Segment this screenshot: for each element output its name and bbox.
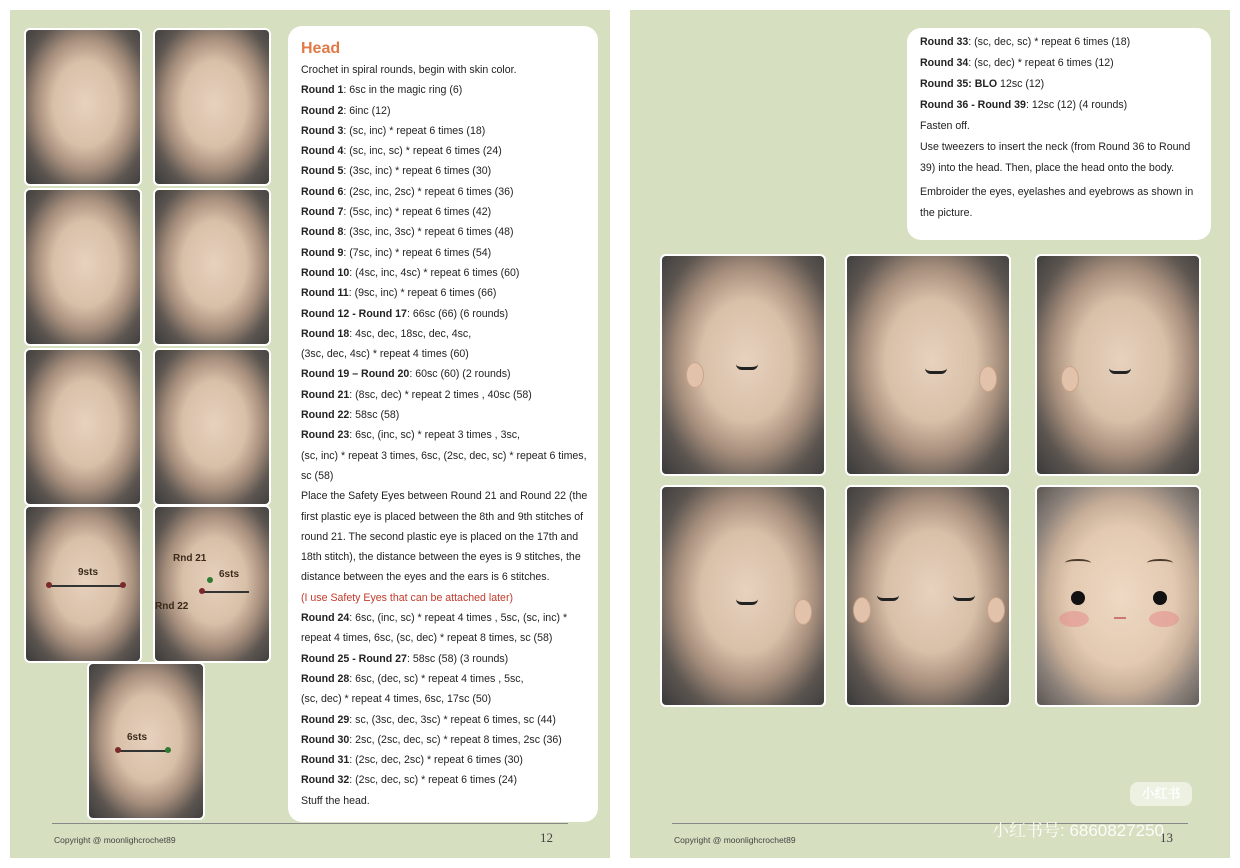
round-line (301, 121, 598, 141)
round-instruction: repeat 4 times, 6sc, (sc, dec) * repeat 8 times, sc (58) (301, 632, 553, 645)
round-instruction: sc (58) (301, 469, 334, 482)
round-label: Round 22 (301, 409, 350, 422)
rounds-list (301, 608, 598, 791)
round-line (301, 730, 598, 750)
eye-mark-dot (115, 747, 121, 753)
round-line (301, 425, 598, 445)
cheek-blush (1059, 611, 1089, 627)
round-label: Round 9 (301, 246, 344, 259)
round-instruction: (sc, dec) * repeat 4 times, 6sc, 17sc (50) (301, 693, 492, 706)
photo-step-2 (153, 28, 271, 186)
round-line (301, 182, 598, 202)
ear (987, 597, 1005, 623)
photo-face-5 (845, 485, 1011, 707)
round-label: Round 29 (301, 713, 350, 726)
round-instruction: : (2sc, dec, 2sc) * repeat 6 times (30) (349, 754, 523, 767)
stuff-text: Stuff the head. (301, 794, 370, 807)
photo-mark-6sts: 6sts (127, 732, 148, 743)
neck-note-line: 39) into the head. Then, place the head onto the body. (920, 162, 1175, 174)
round-instruction: : 6inc (12) (343, 104, 391, 117)
round-instruction: : (9sc, inc) * repeat 6 times (66) (348, 287, 497, 300)
round-line (920, 53, 1211, 74)
round-line (301, 222, 598, 242)
round-instruction: : 2sc, (2sc, dec, sc) * repeat 8 times, 2sc (36) (349, 733, 562, 746)
round-instruction: : (8sc, dec) * repeat 2 times , 40sc (58) (349, 388, 532, 401)
photo-step-4 (153, 188, 271, 346)
round-line (301, 141, 598, 161)
round-label: Round 28 (301, 672, 350, 685)
round-instruction: : 4sc, dec, 18sc, dec, 4sc, (349, 327, 472, 340)
round-line (301, 161, 598, 181)
round-label: Round 23 (301, 429, 350, 442)
round-line (301, 628, 598, 648)
round-line (301, 364, 598, 384)
round-instruction: : 66sc (66) (6 rounds) (406, 307, 509, 320)
eyes-note-line: 18th stitch), the distance between the eyes is 9 stitches, the (301, 551, 581, 564)
round-instruction: : (3sc, inc) * repeat 6 times (30) (343, 165, 492, 178)
photo-mark-9sts: 9sts (78, 567, 99, 578)
round-label: Round 5 (301, 165, 344, 178)
photo-step-1 (24, 28, 142, 186)
round-label: Round 12 - Round 17 (301, 307, 407, 320)
closed-eye (953, 595, 975, 601)
round-line (301, 283, 598, 303)
round-line (301, 324, 598, 344)
round-instruction: : (sc, dec) * repeat 6 times (12) (968, 57, 1114, 69)
round-instruction: : (sc, inc, sc) * repeat 6 times (24) (343, 145, 502, 158)
round-line (301, 446, 598, 466)
embroider-note (920, 182, 1211, 224)
eyes-note-line: first plastic eye is placed between the 8th and 9th stitches of (301, 510, 584, 523)
photo-mark-rnd22: Rnd 22 (155, 601, 189, 612)
copyright-text: Copyright @ moonlighcrochet89 (54, 835, 176, 845)
watermark-text: 小红书号: 6860827250 (992, 821, 1164, 840)
pattern-text-card (288, 26, 598, 822)
round-label: Round 36 - Round 39 (920, 99, 1026, 111)
round-label: Round 6 (301, 185, 344, 198)
ear (1061, 366, 1079, 392)
photo-face-1 (660, 254, 826, 476)
round-line (301, 385, 598, 405)
round-instruction: : 6sc, (inc, sc) * repeat 3 times , 3sc, (349, 429, 520, 442)
intro-text: Crochet in spiral rounds, begin with skin color. (301, 64, 517, 76)
fasten-text: Fasten off. (920, 120, 970, 132)
round-label: Round 32 (301, 774, 350, 787)
round-instruction: : 6sc in the magic ring (6) (343, 84, 463, 97)
round-label: Round 19 – Round 20 (301, 368, 410, 381)
round-instruction: 12sc (12) (997, 78, 1045, 90)
photo-face-3 (1035, 254, 1201, 476)
round-line (920, 32, 1211, 53)
round-label: Round 24 (301, 612, 350, 625)
closed-eye (1109, 368, 1131, 374)
round-instruction: : (3sc, inc, 3sc) * repeat 6 times (48) (343, 226, 514, 239)
round-line (301, 608, 598, 628)
round-instruction: (sc, inc) * repeat 3 times, 6sc, (2sc, dec, sc) * repeat 6 times, (301, 449, 587, 462)
round-label: Round 25 - Round 27 (301, 652, 407, 665)
footer-rule (52, 823, 568, 824)
ear (686, 362, 704, 388)
round-instruction: : (sc, dec, sc) * repeat 6 times (18) (968, 36, 1131, 48)
measure-line (203, 591, 249, 593)
photo-step-7 (24, 505, 142, 663)
closed-eye (925, 368, 947, 374)
ear (794, 599, 812, 625)
watermark-badge: 小红书 (1130, 782, 1192, 806)
round-instruction: : sc, (3sc, dec, 3sc) * repeat 6 times, sc (44) (349, 713, 556, 726)
closed-eye (736, 599, 758, 605)
round-label: Round 33 (920, 36, 969, 48)
ear-mark-dot (207, 577, 213, 583)
open-eye (1071, 591, 1085, 605)
photo-face-6 (1035, 485, 1201, 707)
eye-mark-dot (46, 582, 52, 588)
round-instruction: : 12sc (12) (4 rounds) (1025, 99, 1128, 111)
photo-step-9 (87, 662, 205, 820)
rounds-list (301, 80, 598, 486)
round-instruction: : 58sc (58) (349, 409, 400, 422)
round-label: Round 4 (301, 145, 344, 158)
page-number: 12 (540, 830, 553, 845)
round-line (301, 770, 598, 790)
round-label: Round 30 (301, 733, 350, 746)
round-label: Round 11 (301, 287, 349, 300)
round-instruction: : 60sc (60) (2 rounds) (409, 368, 511, 381)
right-page (630, 10, 1230, 858)
measure-line (119, 750, 169, 752)
measure-line (50, 585, 122, 587)
left-page (10, 10, 610, 858)
eyes-note-line: round 21. The second plastic eye is placed on the 17th and (301, 530, 579, 543)
round-label: Round 21 (301, 388, 350, 401)
round-instruction: : (4sc, inc, 4sc) * repeat 6 times (60) (349, 266, 520, 279)
round-line (301, 689, 598, 709)
round-label: Round 3 (301, 124, 344, 137)
embroider-note-line: Embroider the eyes, eyelashes and eyebrows as shown in (920, 186, 1194, 198)
mouth (1114, 617, 1126, 619)
round-line (301, 649, 598, 669)
round-instruction: (3sc, dec, 4sc) * repeat 4 times (60) (301, 348, 469, 361)
round-line (301, 80, 598, 100)
round-line (301, 466, 598, 486)
round-line (301, 243, 598, 263)
round-label: Round 31 (301, 754, 350, 767)
round-line (920, 95, 1211, 116)
round-instruction: : (2sc, dec, sc) * repeat 6 times (24) (349, 774, 518, 787)
round-line (301, 669, 598, 689)
embroider-note-line: the picture. (920, 207, 973, 219)
eyebrow (1065, 559, 1091, 567)
ear (979, 366, 997, 392)
round-instruction: : (2sc, inc, 2sc) * repeat 6 times (36) (343, 185, 514, 198)
eyes-note (301, 486, 598, 587)
photo-step-8 (153, 505, 271, 663)
eyebrow (1147, 559, 1173, 567)
round-line (301, 202, 598, 222)
safety-eyes-note: (I use Safety Eyes that can be attached later) (301, 591, 513, 604)
round-line (301, 101, 598, 121)
closed-eye (736, 364, 758, 370)
closed-eye (877, 595, 899, 601)
copyright-text: Copyright @ moonlighcrochet89 (674, 835, 796, 845)
round-line (301, 304, 598, 324)
ear-mark-dot (165, 747, 171, 753)
rounds-list (920, 32, 1211, 116)
section-title: Head (301, 40, 341, 57)
ear (853, 597, 871, 623)
photo-mark-rnd21: Rnd 21 (173, 553, 207, 564)
eye-mark-dot (199, 588, 205, 594)
round-line (920, 74, 1211, 95)
photo-mark-6sts: 6sts (219, 569, 240, 580)
pattern-text-card (907, 28, 1211, 240)
round-instruction: : 58sc (58) (3 rounds) (406, 652, 509, 665)
round-label-extra: : BLO (968, 78, 998, 90)
eye-mark-dot (120, 582, 126, 588)
round-line (301, 405, 598, 425)
round-label: Round 34 (920, 57, 969, 69)
round-instruction: : (7sc, inc) * repeat 6 times (54) (343, 246, 492, 259)
round-instruction: : (sc, inc) * repeat 6 times (18) (343, 124, 486, 137)
round-instruction: : 6sc, (dec, sc) * repeat 4 times , 5sc, (349, 672, 524, 685)
eyes-note-line: Place the Safety Eyes between Round 21 and Round 22 (the (301, 490, 588, 503)
round-line (301, 750, 598, 770)
cheek-blush (1149, 611, 1179, 627)
neck-note (920, 137, 1211, 179)
round-label: Round 35 (920, 78, 969, 90)
photo-step-6 (153, 348, 271, 506)
round-label: Round 1 (301, 84, 344, 97)
round-label: Round 7 (301, 206, 344, 219)
photo-face-2 (845, 254, 1011, 476)
round-label: Round 2 (301, 104, 344, 117)
round-line (301, 344, 598, 364)
round-instruction: : 6sc, (inc, sc) * repeat 4 times , 5sc, (sc, inc) * (349, 612, 568, 625)
round-instruction: : (5sc, inc) * repeat 6 times (42) (343, 206, 492, 219)
eyes-note-line: distance between the eyes and the ears is 6 stitches. (301, 571, 550, 584)
round-label: Round 8 (301, 226, 344, 239)
round-line (301, 710, 598, 730)
open-eye (1153, 591, 1167, 605)
round-label: Round 18 (301, 327, 350, 340)
round-label: Round 10 (301, 266, 350, 279)
photo-face-4 (660, 485, 826, 707)
neck-note-line: Use tweezers to insert the neck (from Round 36 to Round (920, 141, 1191, 153)
photo-step-3 (24, 188, 142, 346)
page-number: 13 (1160, 830, 1173, 845)
photo-step-5 (24, 348, 142, 506)
round-line (301, 263, 598, 283)
